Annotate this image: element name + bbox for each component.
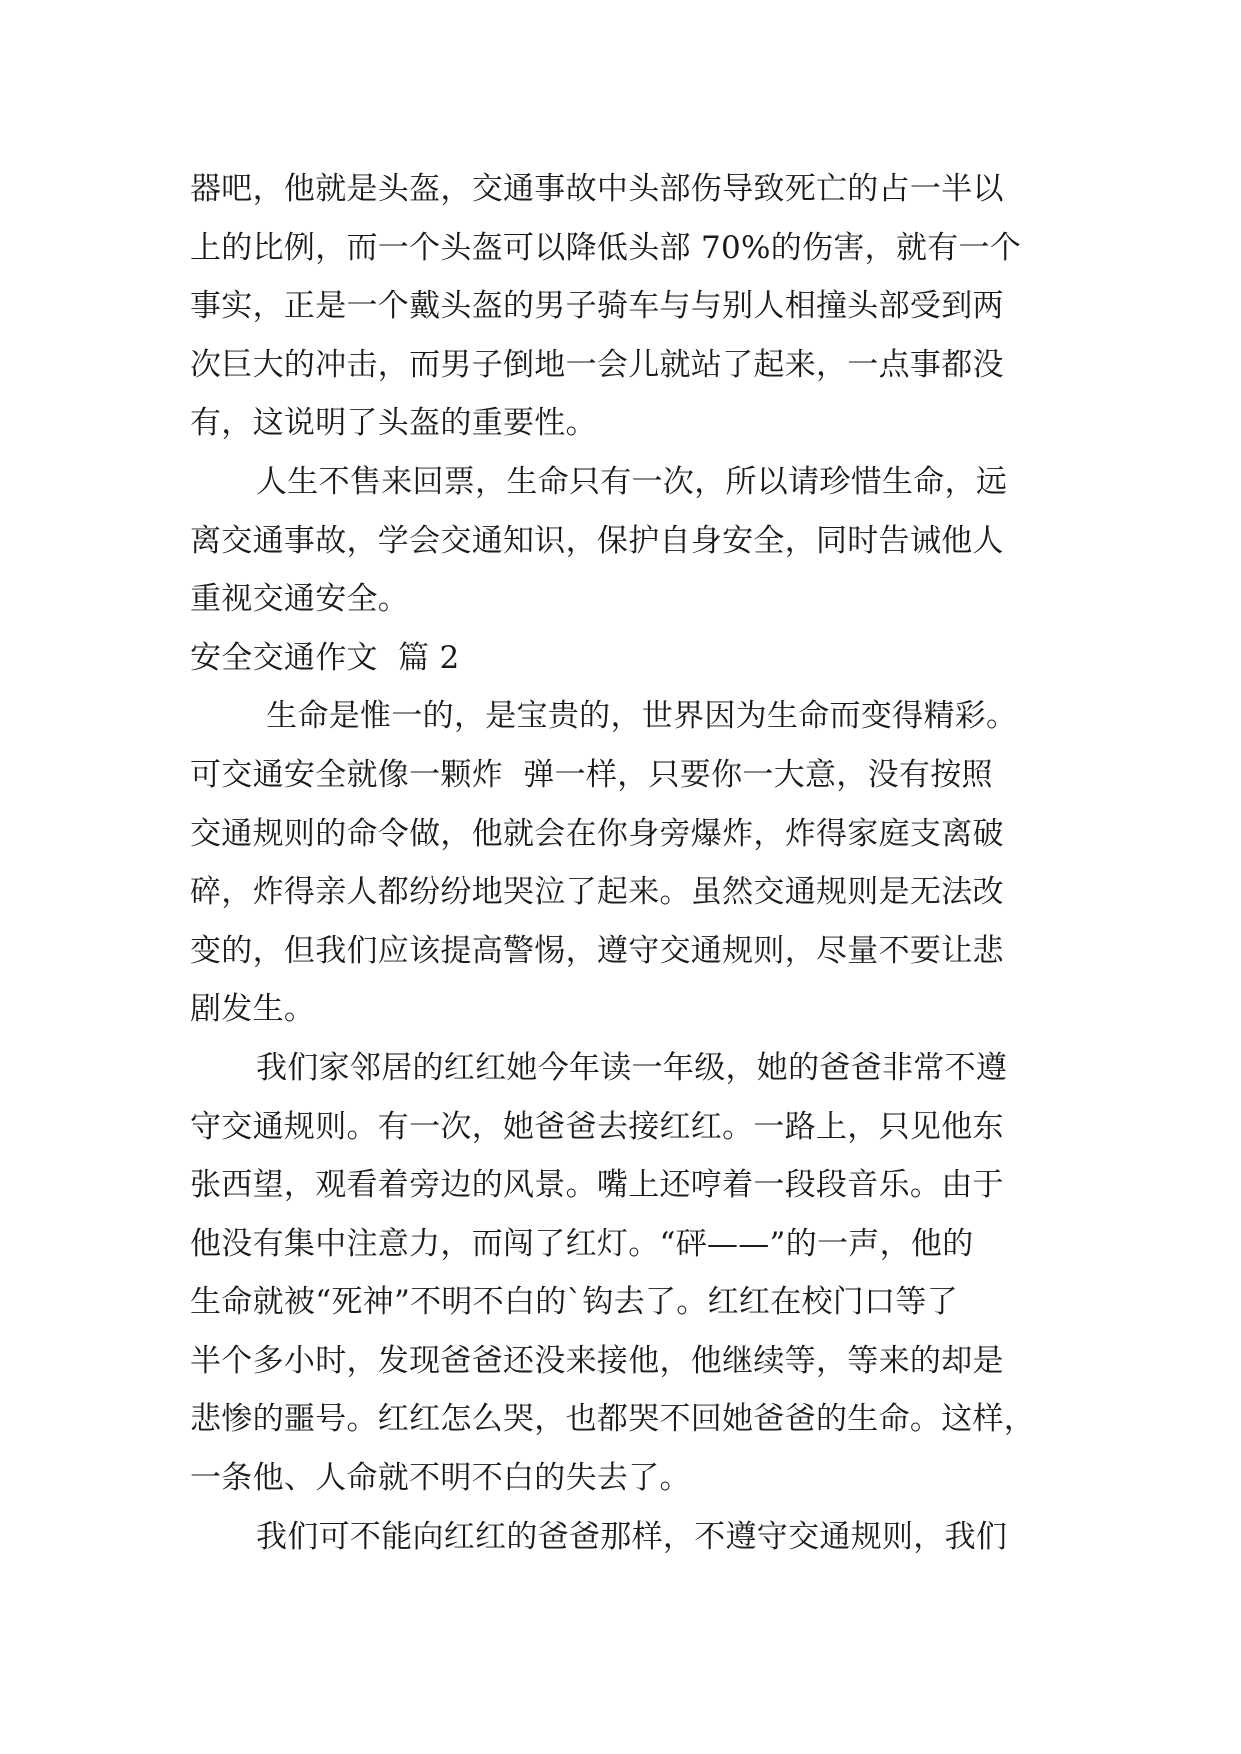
text-line: 碎，炸得亲人都纷纷地哭泣了起来。虽然交通规则是无法改 xyxy=(190,874,1004,911)
section-heading: 安全交通作文 篇 2 xyxy=(190,639,460,676)
text-line: 次巨大的冲击，而男子倒地一会儿就站了起来，一点事都没 xyxy=(190,346,1004,383)
text-line: 半个多小时，发现爸爸还没来接他，他继续等，等来的却是 xyxy=(190,1342,1004,1379)
text-line: 器吧，他就是头盔，交通事故中头部伤导致死亡的占一半以 xyxy=(190,171,1004,207)
text-line: 生命就被“死神”不明不白的`钩去了。红红在校门口等了 xyxy=(190,1284,958,1321)
document-page xyxy=(190,160,1070,1566)
text-line: 事实，正是一个戴头盔的男子骑车与与别人相撞头部受到两 xyxy=(190,288,1004,325)
paragraph xyxy=(190,687,1070,1039)
text-line: 生命是惟一的，是宝贵的，世界因为生命而变得精彩。 xyxy=(256,698,1018,735)
text-line: 上的比例，而一个头盔可以降低头部 70%的伤害，就有一个 xyxy=(190,229,1022,266)
text-line: 剧发生。 xyxy=(190,991,316,1028)
text-line: 变的，但我们应该提高警惕，遵守交通规则，尽量不要让悲 xyxy=(190,932,1004,969)
text-line: 守交通规则。有一次，她爸爸去接红红。一路上，只见他东 xyxy=(190,1108,1004,1145)
text-line: 他没有集中注意力，而闯了红灯。“砰——”的一声，他的 xyxy=(190,1225,974,1262)
text-line: 重视交通安全。 xyxy=(190,581,410,618)
text-line: 张西望，观看着旁边的风景。嘴上还哼着一段段音乐。由于 xyxy=(190,1167,1004,1204)
text-line: 人生不售来回票，生命只有一次，所以请珍惜生命，远 xyxy=(256,463,1008,500)
text-line: 可交通安全就像一颗炸 弹一样，只要你一大意，没有按照 xyxy=(190,756,993,793)
paragraph xyxy=(190,453,1070,629)
text-line: 我们家邻居的红红她今年读一年级，她的爸爸非常不遵 xyxy=(256,1049,1008,1086)
text-line: 交通规则的命令做，他就会在你身旁爆炸，炸得家庭支离破 xyxy=(190,815,1004,852)
text-line: 我们可不能向红红的爸爸那样，不遵守交通规则，我们 xyxy=(256,1518,1008,1555)
text-line: 悲惨的噩号。红红怎么哭，也都哭不回她爸爸的生命。这样， xyxy=(190,1401,1036,1438)
text-line: 有，这说明了头盔的重要性。 xyxy=(190,405,597,442)
paragraph xyxy=(190,160,1070,453)
text-line: 离交通事故，学会交通知识，保护自身安全，同时告诫他人 xyxy=(190,522,1004,559)
text-line: 一条他、人命就不明不白的失去了。 xyxy=(190,1460,691,1497)
paragraph xyxy=(190,1508,1070,1567)
paragraph xyxy=(190,1039,1070,1508)
